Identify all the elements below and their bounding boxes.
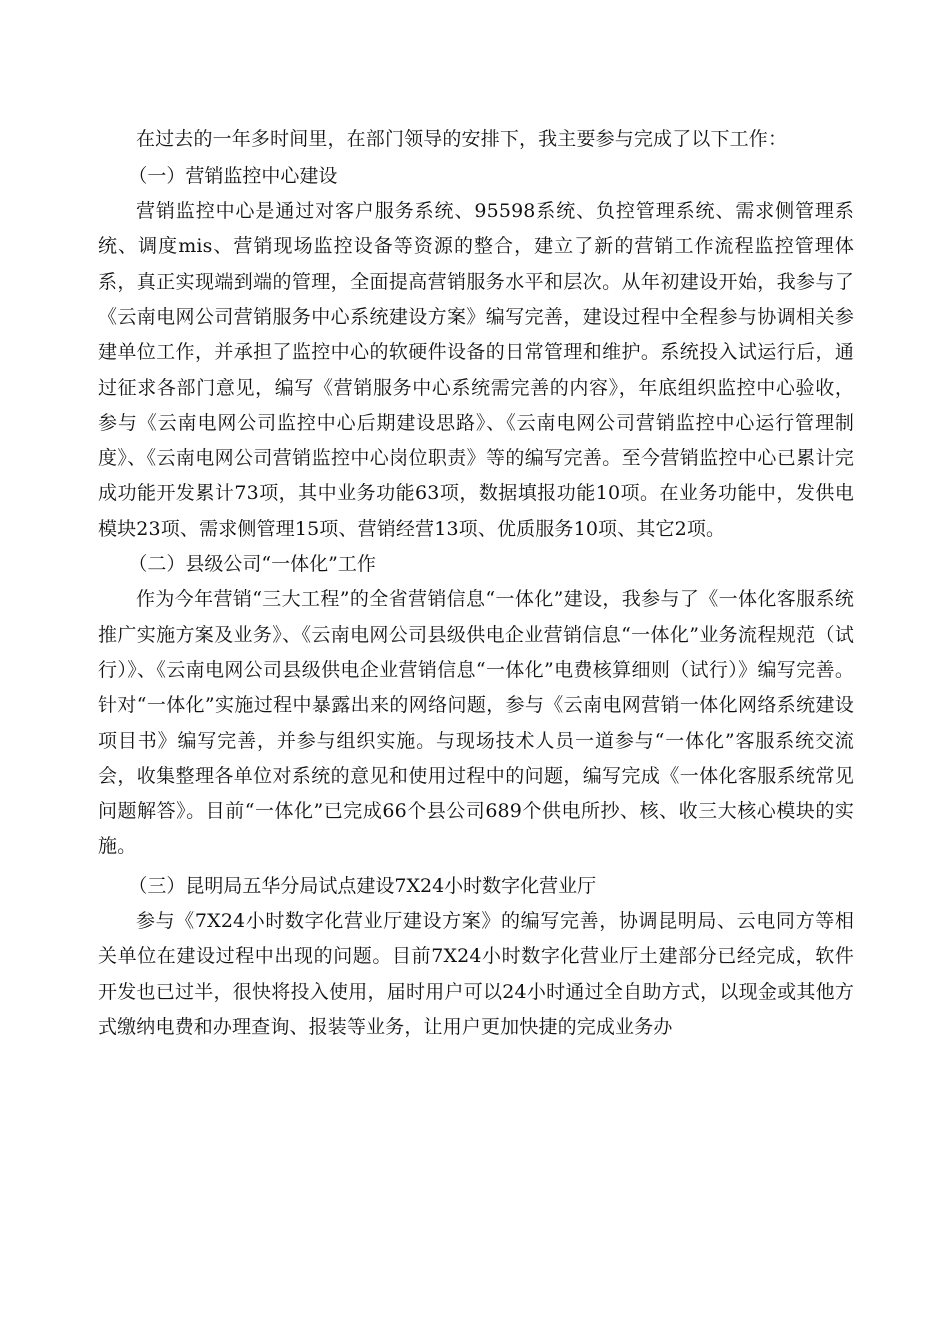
- section-2-body: 作为今年营销“三大工程”的全省营销信息“一体化”建设，我参与了《一体化客服系统推广实施方案及业务》、《云南电网公司县级供电企业营销信息“一体化”业务流程规范（试行）》、《云南电网公司县级供电企业营销信息“一体化”电费核算细则（试行）》编写完善。针对“一体化”实施过程中暴露出来的网络问题，参与《云南电网营销一体化网络系统建设项目书》编写完善，并参与组织实施。与现场技术人员一道参与“一体化”客服系统交流会，收集整理各单位对系统的意见和使用过程中的问题，编写完成《一体化客服系统常见问题解答》。目前“一体化”已完成66个县公司689个供电所抄、核、收三大核心模块的实施。: [98, 588, 854, 858]
- document-page: [98, 122, 854, 1045]
- section-2-heading: （二）县级公司“一体化”工作: [128, 553, 376, 576]
- section-1-heading: （一）营销监控中心建设: [128, 164, 338, 187]
- section-3-body: 参与《7X24小时数字化营业厅建设方案》的编写完善，协调昆明局、云电同方等相关单位在建设过程中出现的问题。目前7X24小时数字化营业厅土建部分已经完成，软件开发也已过半，很快将投入使用，届时用户可以24小时通过全自助方式，以现金或其他方式缴纳电费和办理查询、报装等业务，让用户更加快捷的完成业务办: [98, 910, 854, 1038]
- section-1-body: 营销监控中心是通过对客户服务系统、95598系统、负控管理系统、需求侧管理系统、调度mis、营销现场监控设备等资源的整合，建立了新的营销工作流程监控管理体系，真正实现端到端的管理，全面提高营销服务水平和层次。从年初建设开始，我参与了《云南电网公司营销服务中心系统建设方案》编写完善，建设过程中全程参与协调相关参建单位工作，并承担了监控中心的软硬件设备的日常管理和维护。系统投入试运行后，通过征求各部门意见，编写《营销服务中心系统需完善的内容》，年底组织监控中心验收，参与《云南电网公司监控中心后期建设思路》、《云南电网公司营销监控中心运行管理制度》、《云南电网公司营销监控中心岗位职责》等的编写完善。至今营销监控中心已累计完成功能开发累计73项，其中业务功能63项，数据填报功能10项。在业务功能中，发供电模块23项、需求侧管理15项、营销经营13项、优质服务10项、其它2项。: [98, 200, 854, 540]
- intro-paragraph: 在过去的一年多时间里，在部门领导的安排下，我主要参与完成了以下工作：: [136, 128, 788, 150]
- section-3-heading: （三）昆明局五华分局试点建设7X24小时数字化营业厅: [128, 874, 597, 897]
